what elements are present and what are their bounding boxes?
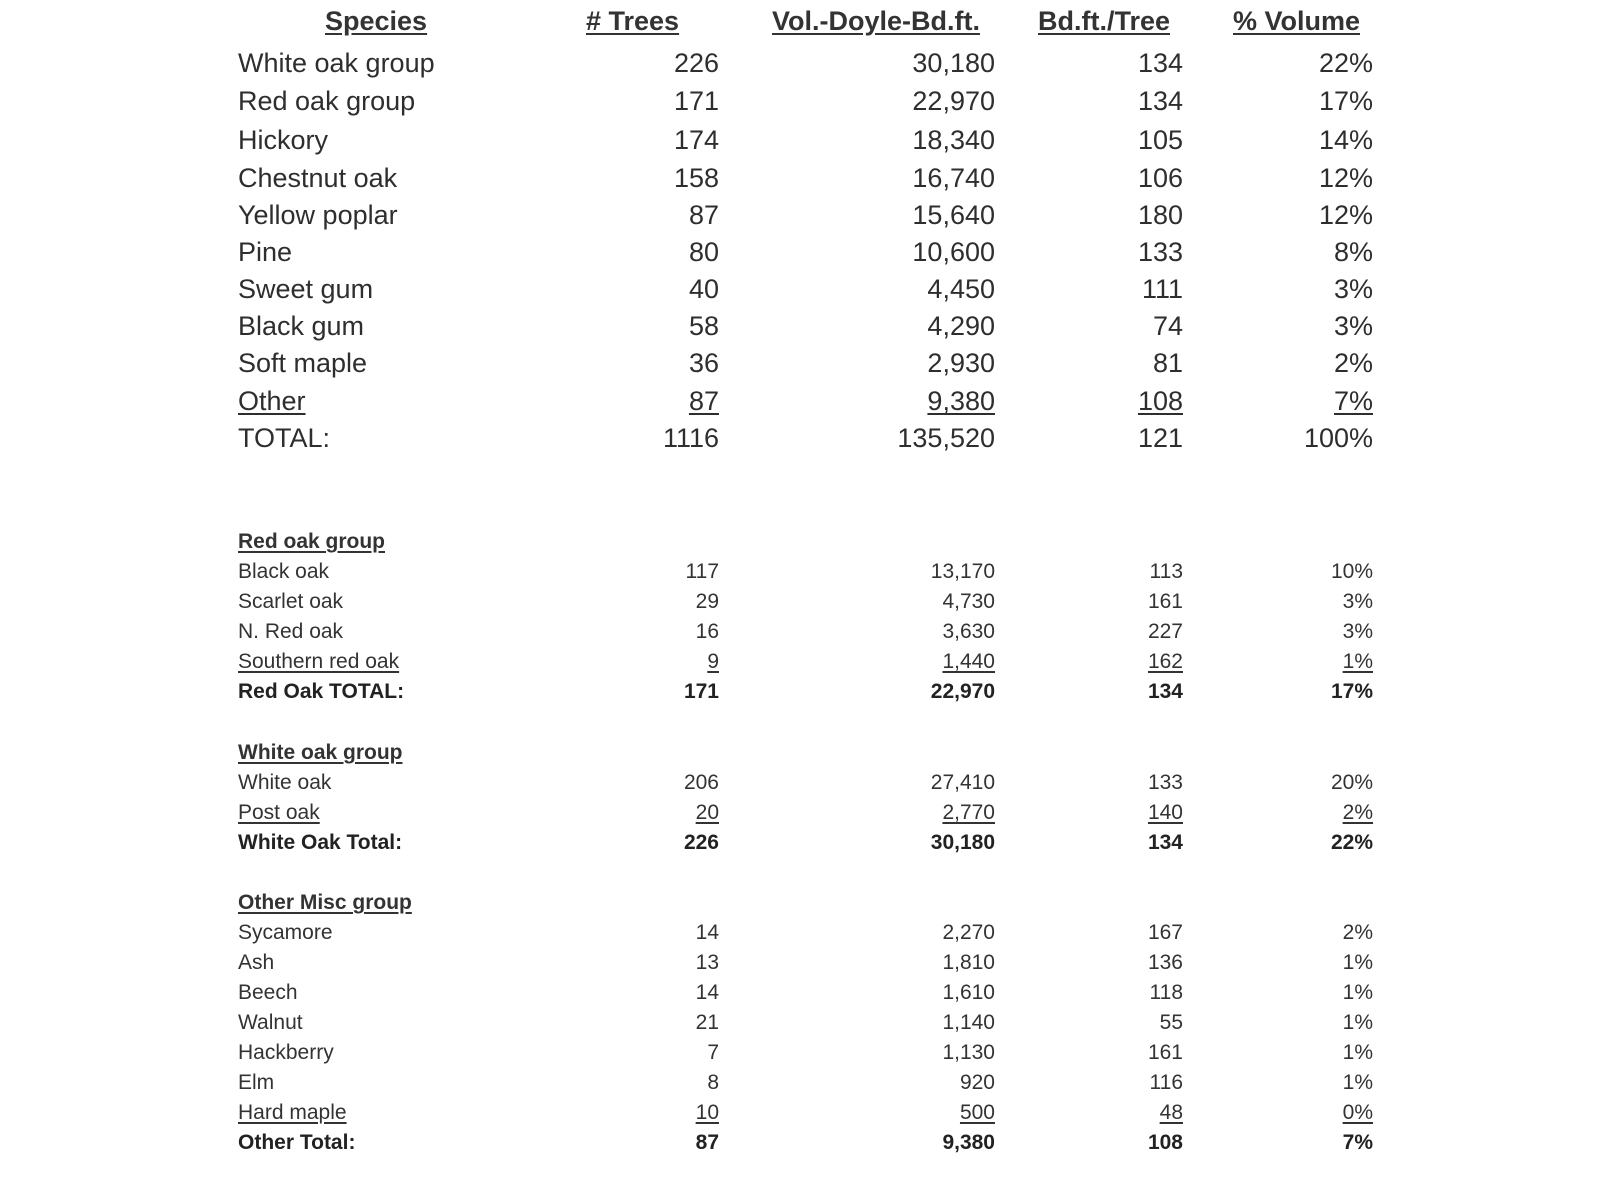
species-name: White oak group <box>238 48 435 78</box>
pct-volume: 0% <box>1342 1101 1373 1124</box>
volume: 9,380 <box>927 386 995 416</box>
bdft-per-tree: 167 <box>1147 921 1183 944</box>
group-title: Red oak group <box>238 530 386 553</box>
bdft-per-tree: 81 <box>1152 348 1183 378</box>
bdft-per-tree: 180 <box>1137 200 1183 230</box>
pct-volume: 1% <box>1342 1011 1373 1034</box>
volume: 2,930 <box>927 348 995 378</box>
tree-count: 171 <box>673 86 719 116</box>
bdft-per-tree: 227 <box>1147 620 1183 643</box>
volume: 920 <box>959 1071 995 1094</box>
header-pct-volume: % Volume <box>1233 6 1361 36</box>
tree-count: 158 <box>673 163 719 193</box>
volume: 1,130 <box>942 1041 995 1064</box>
header-bdft-per-tree: Bd.ft./Tree <box>1038 6 1171 36</box>
header-trees: # Trees <box>586 6 680 36</box>
pct-volume: 8% <box>1333 237 1373 267</box>
pct-volume: 2% <box>1333 348 1373 378</box>
species-name: N. Red oak <box>238 620 344 643</box>
tree-count: 21 <box>695 1011 719 1034</box>
pct-volume: 17% <box>1318 86 1373 116</box>
volume: 27,410 <box>930 771 995 794</box>
pct-volume: 2% <box>1342 801 1373 824</box>
bdft-per-tree: 74 <box>1152 311 1183 341</box>
pct-volume: 20% <box>1330 771 1373 794</box>
pct-volume: 1% <box>1342 981 1373 1004</box>
tree-count: 7 <box>707 1041 719 1064</box>
tree-count: 58 <box>688 311 719 341</box>
tree-count: 20 <box>695 801 719 824</box>
volume: 13,170 <box>930 560 995 583</box>
tree-count: 80 <box>688 237 719 267</box>
volume: 22,970 <box>930 680 995 703</box>
bdft-per-tree: 118 <box>1149 981 1183 1004</box>
volume: 1,140 <box>942 1011 995 1034</box>
volume: 18,340 <box>912 125 995 155</box>
tree-count: 87 <box>695 1131 719 1154</box>
tree-count: 226 <box>683 831 719 854</box>
pct-volume: 3% <box>1333 311 1373 341</box>
volume: 15,640 <box>912 200 995 230</box>
header-volume: Vol.-Doyle-Bd.ft. <box>772 6 980 36</box>
volume: 1,610 <box>942 981 995 1004</box>
bdft-per-tree: 106 <box>1137 163 1183 193</box>
tree-count: 226 <box>673 48 719 78</box>
species-name: Black oak <box>238 560 330 583</box>
bdft-per-tree: 116 <box>1149 1071 1183 1094</box>
pct-volume: 3% <box>1342 620 1373 643</box>
tree-count: 14 <box>695 981 719 1004</box>
tree-count: 29 <box>695 590 719 613</box>
tree-count: 14 <box>695 921 719 944</box>
volume: 4,730 <box>942 590 995 613</box>
species-name: Walnut <box>238 1011 303 1034</box>
group-title: Other Misc group <box>238 891 412 914</box>
species-name: Scarlet oak <box>238 590 344 613</box>
tree-count: 87 <box>688 200 719 230</box>
tree-count: 40 <box>688 274 719 304</box>
pct-volume: 100% <box>1303 423 1373 453</box>
pct-volume: 1% <box>1342 650 1373 673</box>
volume: 135,520 <box>897 423 995 453</box>
species-name: Post oak <box>238 801 320 824</box>
species-name: Beech <box>238 981 298 1004</box>
species-name: Chestnut oak <box>238 163 398 193</box>
tree-count: 36 <box>688 348 719 378</box>
species-name: Southern red oak <box>238 650 400 673</box>
bdft-per-tree: 108 <box>1147 1131 1183 1154</box>
tree-count: 9 <box>707 650 719 673</box>
species-name: Yellow poplar <box>238 200 398 230</box>
pct-volume: 1% <box>1342 951 1373 974</box>
bdft-per-tree: 161 <box>1147 590 1183 613</box>
tree-count: 206 <box>683 771 719 794</box>
pct-volume: 3% <box>1342 590 1373 613</box>
species-name: Other Total: <box>238 1131 356 1154</box>
bdft-per-tree: 105 <box>1137 125 1183 155</box>
pct-volume: 12% <box>1318 200 1373 230</box>
tree-count: 10 <box>695 1101 719 1124</box>
species-name: White oak <box>238 771 332 794</box>
pct-volume: 10% <box>1330 560 1373 583</box>
volume: 4,450 <box>927 274 995 304</box>
bdft-per-tree: 140 <box>1147 801 1183 824</box>
volume: 22,970 <box>912 86 995 116</box>
species-name: Hackberry <box>238 1041 334 1064</box>
species-name: Red Oak TOTAL: <box>238 680 405 703</box>
bdft-per-tree: 108 <box>1137 386 1183 416</box>
bdft-per-tree: 111 <box>1141 274 1183 304</box>
volume: 16,740 <box>912 163 995 193</box>
pct-volume: 7% <box>1333 386 1373 416</box>
species-name: Pine <box>238 237 293 267</box>
species-name: Elm <box>238 1071 275 1094</box>
tree-count: 171 <box>683 680 719 703</box>
tree-count: 8 <box>707 1071 719 1094</box>
species-name: Red oak group <box>238 86 416 116</box>
volume: 3,630 <box>942 620 995 643</box>
volume: 2,770 <box>942 801 995 824</box>
bdft-per-tree: 133 <box>1137 237 1183 267</box>
pct-volume: 1% <box>1342 1071 1373 1094</box>
bdft-per-tree: 121 <box>1137 423 1183 453</box>
tree-count: 1116 <box>662 423 719 453</box>
species-name: Other <box>238 386 306 416</box>
species-name: Hickory <box>238 125 329 155</box>
volume: 1,440 <box>942 650 995 673</box>
group-title: White oak group <box>238 741 403 764</box>
tree-count: 13 <box>695 951 719 974</box>
bdft-per-tree: 113 <box>1149 560 1183 583</box>
volume: 9,380 <box>942 1131 995 1154</box>
tree-count: 16 <box>695 620 719 643</box>
bdft-per-tree: 134 <box>1147 680 1183 703</box>
volume: 1,810 <box>942 951 995 974</box>
bdft-per-tree: 134 <box>1147 831 1183 854</box>
species-name: TOTAL: <box>238 423 331 453</box>
bdft-per-tree: 134 <box>1137 86 1183 116</box>
bdft-per-tree: 134 <box>1137 48 1183 78</box>
volume: 500 <box>959 1101 995 1124</box>
species-name: Sweet gum <box>238 274 374 304</box>
bdft-per-tree: 161 <box>1147 1041 1183 1064</box>
species-name: Ash <box>238 951 275 974</box>
species-name: Sycamore <box>238 921 333 944</box>
pct-volume: 12% <box>1318 163 1373 193</box>
species-name: White Oak Total: <box>238 831 403 854</box>
pct-volume: 7% <box>1342 1131 1373 1154</box>
volume: 2,270 <box>942 921 995 944</box>
volume: 30,180 <box>912 48 995 78</box>
header-species: Species <box>325 6 428 36</box>
bdft-per-tree: 162 <box>1147 650 1183 673</box>
bdft-per-tree: 55 <box>1159 1011 1183 1034</box>
pct-volume: 14% <box>1318 125 1373 155</box>
pct-volume: 3% <box>1333 274 1373 304</box>
volume: 30,180 <box>930 831 995 854</box>
species-name: Soft maple <box>238 348 368 378</box>
pct-volume: 17% <box>1330 680 1373 703</box>
pct-volume: 2% <box>1342 921 1373 944</box>
species-name: Hard maple <box>238 1101 347 1124</box>
pct-volume: 1% <box>1342 1041 1373 1064</box>
bdft-per-tree: 48 <box>1159 1101 1183 1124</box>
volume: 4,290 <box>927 311 995 341</box>
bdft-per-tree: 136 <box>1147 951 1183 974</box>
bdft-per-tree: 133 <box>1147 771 1183 794</box>
pct-volume: 22% <box>1330 831 1373 854</box>
volume: 10,600 <box>912 237 995 267</box>
species-name: Black gum <box>238 311 365 341</box>
tree-count: 117 <box>685 560 719 583</box>
pct-volume: 22% <box>1318 48 1373 78</box>
tree-count: 174 <box>673 125 719 155</box>
tree-count: 87 <box>688 386 719 416</box>
